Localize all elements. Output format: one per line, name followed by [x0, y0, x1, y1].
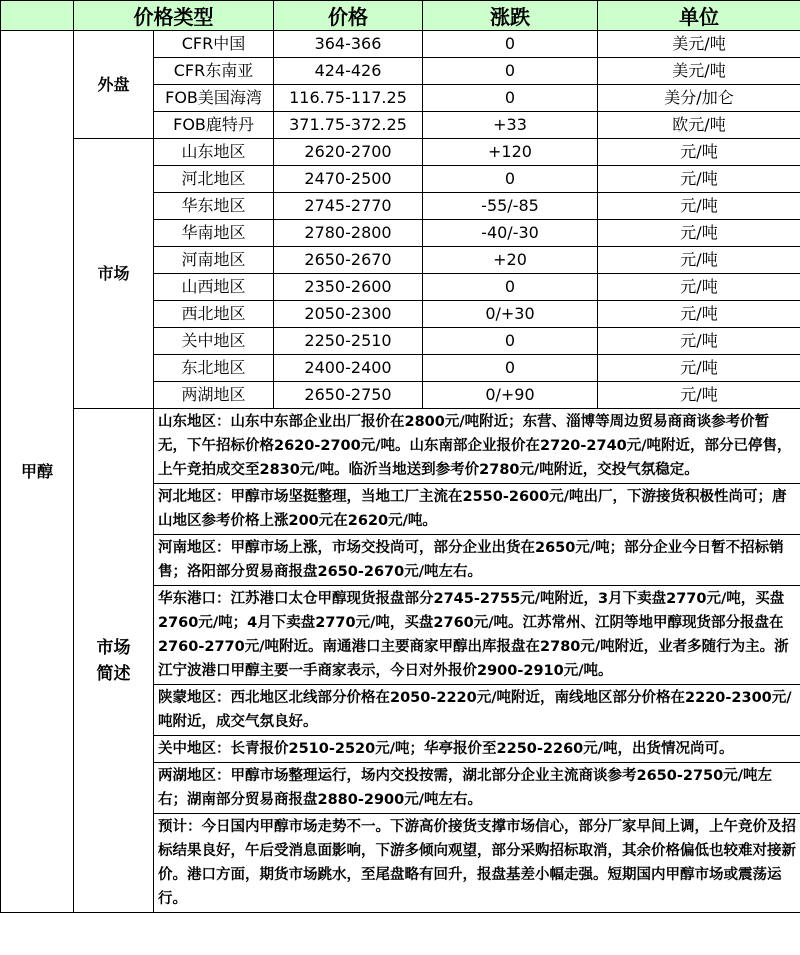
- row-unit: 元/吨: [598, 301, 800, 328]
- row-price: 2400-2400: [274, 355, 423, 382]
- row-name: FOB鹿特丹: [154, 112, 274, 139]
- commentary-label-line2: 简述: [96, 663, 131, 684]
- header-blank: [1, 1, 74, 31]
- row-price: 2350-2600: [274, 274, 423, 301]
- header-row: [1, 1, 800, 31]
- commentary-forecast: 预计：今日国内甲醇市场走势不一。下游高价接货支撑市场信心，部分厂家早间上调，上午竞价及招标结果良好，午后受消息面影响，下游多倾向观望，部分采购招标取消，其余价格偏低也较难对接新价。港口方面，期货市场跳水，至尾盘略有回升，报盘基差小幅走强。短期国内甲醇市场或震荡运行。: [154, 814, 800, 913]
- commentary-label-line1: 市场: [96, 637, 131, 658]
- group-commentary: [74, 409, 154, 913]
- row-price: 2745-2770: [274, 193, 423, 220]
- header-change: 涨跌: [423, 1, 598, 31]
- row-change: -55/-85: [423, 193, 598, 220]
- row-name: 两湖地区: [154, 382, 274, 409]
- commentary-henan: 河南地区：甲醇市场上涨，市场交投尚可，部分企业出货在2650元/吨；部分企业今日暂不招标销售；洛阳部分贸易商报盘2650-2670元/吨左右。: [154, 535, 800, 586]
- row-name: 西北地区: [154, 301, 274, 328]
- row-change: 0: [423, 274, 598, 301]
- product-name: 甲醇: [1, 31, 74, 913]
- row-change: +33: [423, 112, 598, 139]
- row-unit: 欧元/吨: [598, 112, 800, 139]
- row-name: 关中地区: [154, 328, 274, 355]
- row-price: 371.75-372.25: [274, 112, 423, 139]
- table-row: [1, 31, 800, 58]
- group-external: 外盘: [74, 31, 154, 139]
- row-name: CFR中国: [154, 31, 274, 58]
- row-price: 116.75-117.25: [274, 85, 423, 112]
- row-name: CFR东南亚: [154, 58, 274, 85]
- row-change: 0/+90: [423, 382, 598, 409]
- row-change: 0: [423, 328, 598, 355]
- row-unit: 美元/吨: [598, 58, 800, 85]
- row-price: 2050-2300: [274, 301, 423, 328]
- row-price: 424-426: [274, 58, 423, 85]
- row-price: 2250-2510: [274, 328, 423, 355]
- row-unit: 元/吨: [598, 247, 800, 274]
- row-name: 河北地区: [154, 166, 274, 193]
- header-unit: 单位: [598, 1, 800, 31]
- commentary-hebei: 河北地区：甲醇市场坚挺整理，当地工厂主流在2550-2600元/吨出厂，下游接货积极性尚可；唐山地区参考价格上涨200元在2620元/吨。: [154, 484, 800, 535]
- row-change: 0: [423, 58, 598, 85]
- row-name: 河南地区: [154, 247, 274, 274]
- commentary-shaanxi-inner-mongolia: 陕蒙地区：西北地区北线部分价格在2050-2220元/吨附近，南线地区部分价格在2220-2300元/吨附近，成交气氛良好。: [154, 685, 800, 736]
- row-unit: 元/吨: [598, 193, 800, 220]
- row-unit: 元/吨: [598, 328, 800, 355]
- row-change: +120: [423, 139, 598, 166]
- row-change: +20: [423, 247, 598, 274]
- group-market: 市场: [74, 139, 154, 409]
- row-change: 0: [423, 85, 598, 112]
- row-name: FOB美国海湾: [154, 85, 274, 112]
- row-price: 2650-2670: [274, 247, 423, 274]
- row-name: 山东地区: [154, 139, 274, 166]
- row-unit: 元/吨: [598, 220, 800, 247]
- commentary-shandong: 山东地区：山东中东部企业出厂报价在2800元/吨附近；东营、淄博等周边贸易商商谈参考价暂无，下午招标价格2620-2700元/吨。山东南部企业报价在2720-2740元/吨附近，部分已停售，上午竞拍成交至2830元/吨。临沂当地送到参考价2780元/吨附近，交投气氛稳定。: [154, 409, 800, 484]
- row-price: 2470-2500: [274, 166, 423, 193]
- row-unit: 元/吨: [598, 382, 800, 409]
- row-unit: 元/吨: [598, 355, 800, 382]
- header-price: 价格: [274, 1, 423, 31]
- row-name: 山西地区: [154, 274, 274, 301]
- row-unit: 美元/吨: [598, 31, 800, 58]
- row-name: 华南地区: [154, 220, 274, 247]
- commentary-guanzhong: 关中地区：长青报价2510-2520元/吨；华亭报价至2250-2260元/吨，出货情况尚可。: [154, 736, 800, 763]
- row-unit: 元/吨: [598, 139, 800, 166]
- row-price: 364-366: [274, 31, 423, 58]
- header-type: 价格类型: [74, 1, 274, 31]
- row-price: 2620-2700: [274, 139, 423, 166]
- table-row: [1, 139, 800, 166]
- row-price: 2780-2800: [274, 220, 423, 247]
- row-name: 华东地区: [154, 193, 274, 220]
- row-change: 0: [423, 166, 598, 193]
- commentary-east-china-port: 华东港口：江苏港口太仓甲醇现货报盘部分2745-2755元/吨附近，3月下卖盘2770元/吨，买盘2760元/吨；4月下卖盘2770元/吨，买盘2760元/吨。江苏常州、江阴等地甲醇现货部分报盘在2760-2770元/吨附近。南通港口主要商家甲醇出库报盘在2780元/吨附近，业者多随行为主。浙江宁波港口甲醇主要一手商家表示，今日对外报价2900-2910元/吨。: [154, 586, 800, 685]
- row-change: 0/+30: [423, 301, 598, 328]
- row-unit: 元/吨: [598, 274, 800, 301]
- row-change: -40/-30: [423, 220, 598, 247]
- row-change: 0: [423, 31, 598, 58]
- row-unit: 美分/加仑: [598, 85, 800, 112]
- row-name: 东北地区: [154, 355, 274, 382]
- row-price: 2650-2750: [274, 382, 423, 409]
- row-unit: 元/吨: [598, 166, 800, 193]
- row-change: 0: [423, 355, 598, 382]
- commentary-lianghu: 两湖地区：甲醇市场整理运行，场内交投按需，湖北部分企业主流商谈参考2650-2750元/吨左右；湖南部分贸易商报盘2880-2900元/吨左右。: [154, 763, 800, 814]
